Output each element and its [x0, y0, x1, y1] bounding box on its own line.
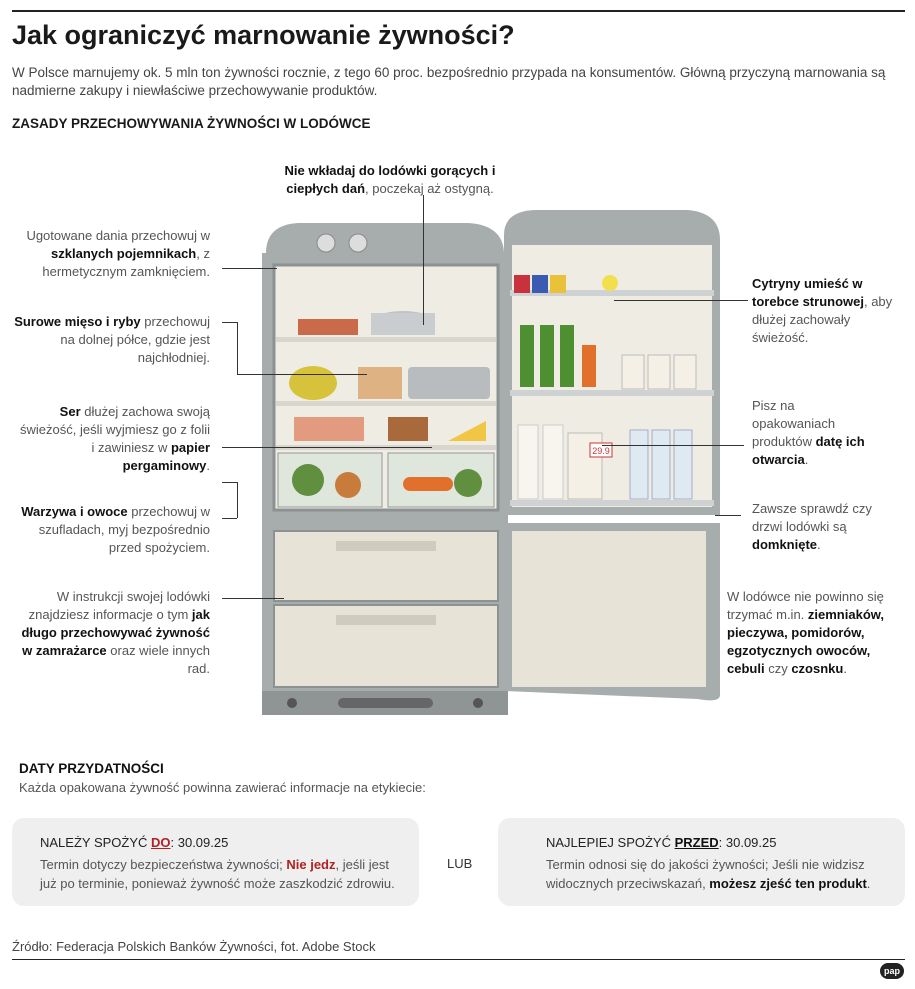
leader-line	[222, 322, 237, 323]
leader-line	[222, 482, 237, 483]
intro-text: W Polsce marnujemy ok. 5 mln ton żywności rocznie, z tego 60 proc. bezpośrednio przypada na konsumentów. Główną przyczyną marnowania są nadmierne zakupy i niewłaściwe przechowywanie produktów.	[12, 65, 886, 98]
leader-line	[715, 515, 741, 516]
pap-logo: pap	[880, 963, 904, 979]
drawer-handle	[336, 541, 436, 551]
leader-line	[222, 268, 277, 269]
use-by-title: NALEŻY SPOŻYĆ DO: 30.09.25	[40, 835, 229, 850]
milk-bottle	[543, 425, 563, 499]
dates-heading: DATY PRZYDATNOŚCI	[19, 761, 164, 776]
water-bottle	[630, 430, 648, 499]
tip-raw-meat: Surowe mięso i ryby przechowuj na dolnej półce, gdzie jest najchłodniej.	[14, 314, 210, 365]
food-container	[298, 319, 358, 335]
bottle	[520, 325, 534, 387]
section-heading: ZASADY PRZECHOWYWANIA ŻYWNOŚCI W LODÓWCE	[12, 116, 371, 131]
thermostat-knob	[349, 234, 367, 252]
leader-line	[237, 482, 238, 518]
bottle	[514, 275, 530, 293]
source-credit: Źródło: Federacja Polskich Banków Żywności, fot. Adobe Stock	[12, 939, 376, 954]
best-before-title: NAJLEPIEJ SPOŻYĆ PRZED: 30.09.25	[546, 835, 777, 850]
food-container	[358, 367, 402, 399]
dates-subheading: Każda opakowana żywność powinna zawierać informacje na etykiecie:	[19, 780, 426, 795]
leader-line	[614, 300, 748, 301]
page-title: Jak ograniczyć marnowanie żywności?	[12, 20, 515, 50]
drawer-handle	[336, 615, 436, 625]
top-rule	[12, 10, 905, 12]
use-by-box	[12, 818, 419, 906]
tip-not-in-fridge: W lodówce nie powinno się trzymać m.in. ziemniaków, pieczywa, pomidorów, egzotycznych owoców, cebuli czy czosnku.	[727, 589, 885, 676]
milk-bottle	[518, 425, 538, 499]
milk-carton	[622, 355, 644, 389]
glass-shelf	[276, 337, 496, 342]
milk-carton	[674, 355, 696, 389]
vent-dot	[473, 698, 483, 708]
carrots	[403, 477, 453, 491]
milk-carton	[648, 355, 670, 389]
vent-dot	[287, 698, 297, 708]
leader-line	[222, 598, 284, 599]
leader-line	[222, 447, 432, 448]
leader-line	[602, 445, 744, 446]
tip-cooked-dishes: Ugotowane dania przechowuj w szklanych pojemnikach, z hermetycznym zamknięciem.	[26, 228, 210, 279]
leader-line	[237, 322, 238, 374]
fridge-top	[266, 223, 504, 253]
best-before-text: Termin odnosi się do jakości żywności; Jeśli nie widzisz widocznych przeciwskazań, możesz zjeść ten produkt.	[546, 857, 871, 891]
door-shelf	[510, 390, 714, 396]
tip-vegetables: Warzywa i owoce przechowuj w szufladach, myj bezpośrednio przed spożyciem.	[21, 504, 210, 555]
bottom-rule	[12, 959, 905, 960]
water-bottle	[652, 430, 670, 499]
tip-cheese: Ser dłużej zachowa swoją świeżość, jeśli wyjmiesz go z folii i zawiniesz w papier pergaminowy.	[20, 404, 210, 473]
tip-lemons: Cytryny umieść w torebce strunowej, aby dłużej zachowały świeżość.	[752, 276, 893, 345]
thermostat-knob	[317, 234, 335, 252]
vegetables	[292, 464, 324, 496]
tip-hot-dishes: Nie wkładaj do lodówki gorących i ciepłych dań, poczekaj aż ostygną.	[284, 163, 496, 196]
use-by-text: Termin dotyczy bezpieczeństwa żywności; Nie jedz, jeśli jest już po terminie, ponieważ żywność może zaszkodzić zdrowiu.	[40, 857, 395, 891]
pot	[408, 367, 490, 399]
meat-tray	[294, 417, 364, 441]
vegetables	[454, 469, 482, 497]
melon	[289, 366, 337, 400]
bread	[388, 417, 428, 441]
tip-freezer: W instrukcji swojej lodówki znajdziesz informacje o tym jak długo przechowywać żywność w zamrażarce oraz wiele innych rad.	[21, 589, 210, 676]
or-label: LUB	[447, 856, 473, 871]
glass-shelf	[276, 401, 496, 406]
leader-line	[423, 195, 424, 325]
leader-line	[237, 374, 367, 375]
date-label-text: 29.9	[592, 446, 610, 456]
bottle	[582, 345, 596, 387]
lemon	[602, 275, 618, 291]
vegetables	[335, 472, 361, 498]
freezer-door-interior	[512, 531, 706, 687]
water-bottle	[674, 430, 692, 499]
best-before-box	[498, 818, 905, 906]
door-shelf	[510, 500, 714, 506]
fridge-illustration	[258, 195, 728, 720]
bottle	[540, 325, 554, 387]
bottle	[560, 325, 574, 387]
tip-opening-date: Pisz na opakowaniach produktów datę ich otwarcia.	[752, 398, 865, 467]
bottle	[550, 275, 566, 293]
leader-line	[222, 518, 237, 519]
pot	[371, 313, 435, 335]
vent-grille	[338, 698, 433, 708]
bottle	[532, 275, 548, 293]
tip-door-closed: Zawsze sprawdź czy drzwi lodówki są domknięte.	[752, 501, 872, 552]
